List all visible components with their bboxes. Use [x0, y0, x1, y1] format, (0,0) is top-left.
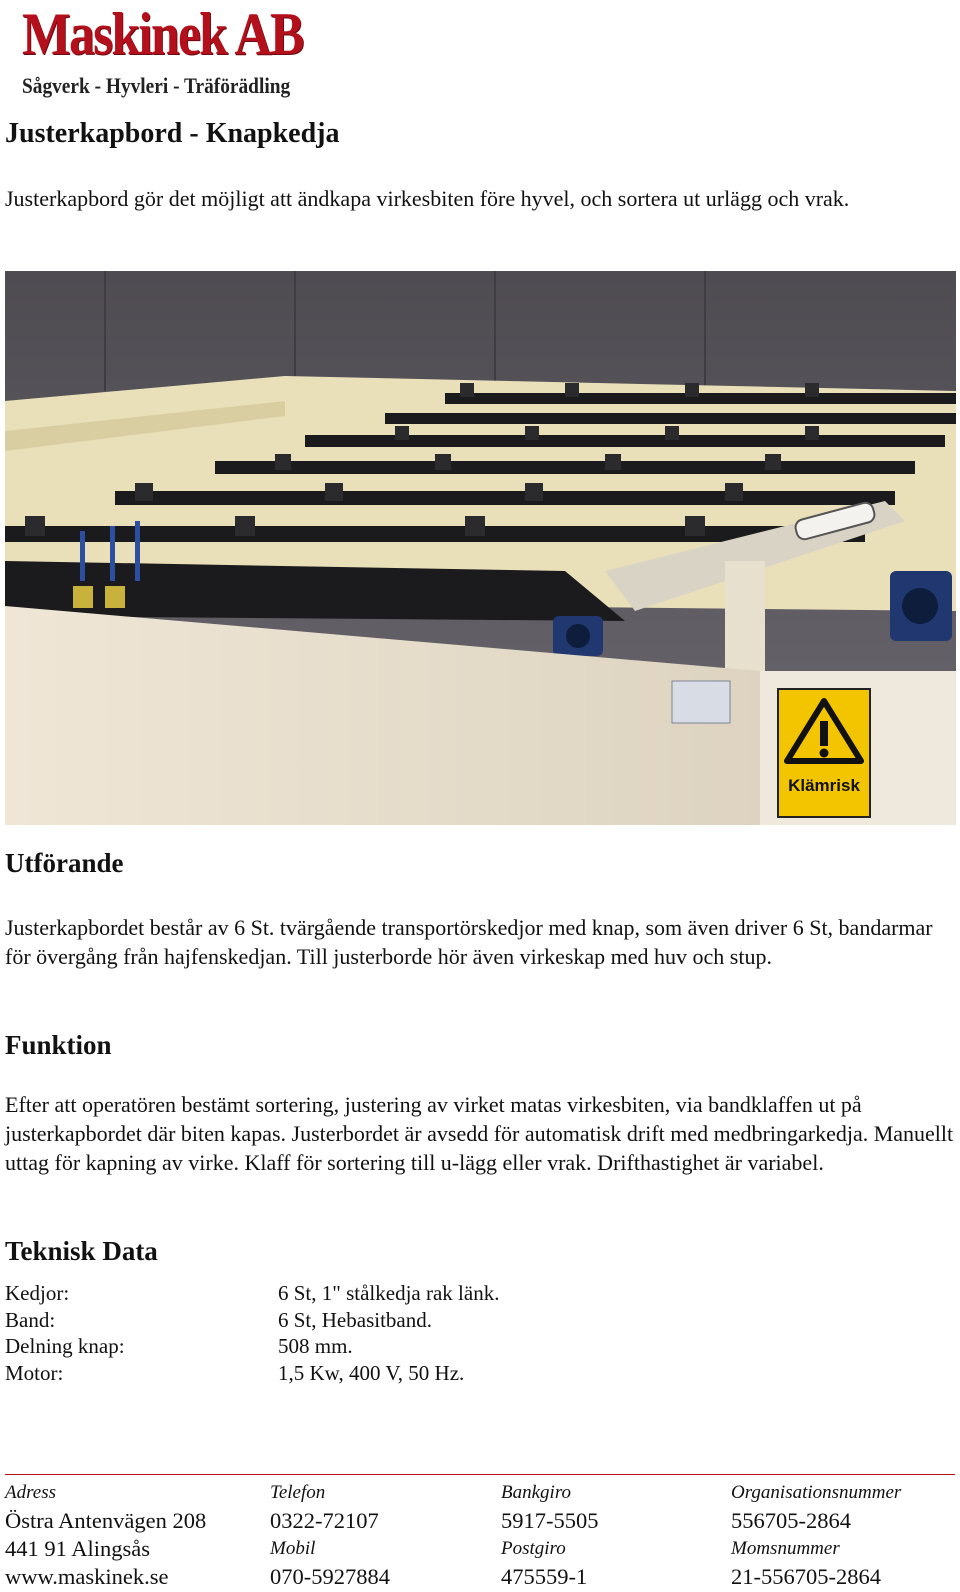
- text-utforande: Justerkapbordet består av 6 St. tvärgående transportörskedjor med knap, som även driver 6 St, bandarmar för övergång från hajfenskedjan. Till justerborde hör även virkeskap med huv och stup.: [5, 915, 933, 969]
- footer-value: 475559-1: [501, 1564, 588, 1589]
- footer-website-link[interactable]: www.maskinek.se: [5, 1564, 169, 1589]
- footer-value: 0322-72107: [270, 1508, 379, 1533]
- company-logo: [22, 1, 348, 98]
- logo-name: Maskinek AB: [22, 1, 303, 67]
- footer-value: 5917-5505: [501, 1508, 599, 1533]
- footer-adress: [5, 1480, 206, 1592]
- footer-value: 070-5927884: [270, 1564, 390, 1589]
- footer-label: Postgiro: [501, 1538, 566, 1559]
- footer-bankgiro: [501, 1480, 599, 1592]
- tech-key: Motor:: [5, 1360, 64, 1385]
- page-title: Justerkapbord - Knapkedja: [5, 118, 340, 149]
- logo-tagline: Sågverk - Hyvleri - Träförädling: [22, 73, 291, 98]
- heading-funktion: Funktion: [5, 1030, 112, 1060]
- footer-label: Momsnummer: [731, 1538, 840, 1559]
- footer-value: 21-556705-2864: [731, 1564, 881, 1589]
- tech-key: Kedjor:: [5, 1281, 70, 1305]
- warning-sign-text: Klämrisk: [788, 776, 860, 795]
- heading-teknisk-data: Teknisk Data: [5, 1236, 158, 1266]
- tech-row: [5, 1280, 499, 1307]
- footer-label: Organisationsnummer: [731, 1482, 902, 1503]
- tech-row: [5, 1360, 499, 1387]
- machine-photo: [5, 271, 956, 825]
- tech-value: 6 St, Hebasitband.: [278, 1307, 432, 1332]
- intro-text: Justerkapbord gör det möjligt att ändkapa virkesbiten före hyvel, och sortera ut urlägg och vrak.: [5, 186, 850, 211]
- tech-data-table: [5, 1280, 499, 1386]
- footer-telefon: [270, 1480, 390, 1592]
- footer-label: Bankgiro: [501, 1482, 572, 1503]
- tech-key: Band:: [5, 1307, 56, 1332]
- footer-org: [731, 1480, 901, 1592]
- tech-row: [5, 1333, 499, 1360]
- footer-label: Adress: [5, 1482, 57, 1503]
- tech-value: 1,5 Kw, 400 V, 50 Hz.: [278, 1360, 465, 1385]
- footer-value: Östra Antenvägen 208: [5, 1508, 207, 1533]
- text-funktion: Efter att operatören bestämt sortering, justering av virket matas virkesbiten, via bandklaffen ut på justerkapbordet där biten kapas. Justerbordet är avsedd för automatisk drift med medbringarkedja. Manuellt uttag för kapning av virke. Klaff för sortering till u-lägg eller vrak. Drifthastighet är variabel.: [5, 1092, 954, 1175]
- footer-label: Telefon: [270, 1482, 326, 1503]
- footer-value: 556705-2864: [731, 1508, 851, 1533]
- tech-key: Delning knap:: [5, 1334, 125, 1358]
- machine-photo-drawing: [5, 271, 956, 825]
- footer-value: 441 91 Alingsås: [5, 1536, 151, 1561]
- tech-value: 6 St, 1" stålkedja rak länk.: [278, 1281, 500, 1305]
- footer-label: Mobil: [270, 1538, 316, 1559]
- tech-row: [5, 1307, 499, 1334]
- tech-value: 508 mm.: [278, 1334, 353, 1358]
- heading-utforande: Utförande: [5, 848, 124, 878]
- footer-divider: [5, 1474, 955, 1475]
